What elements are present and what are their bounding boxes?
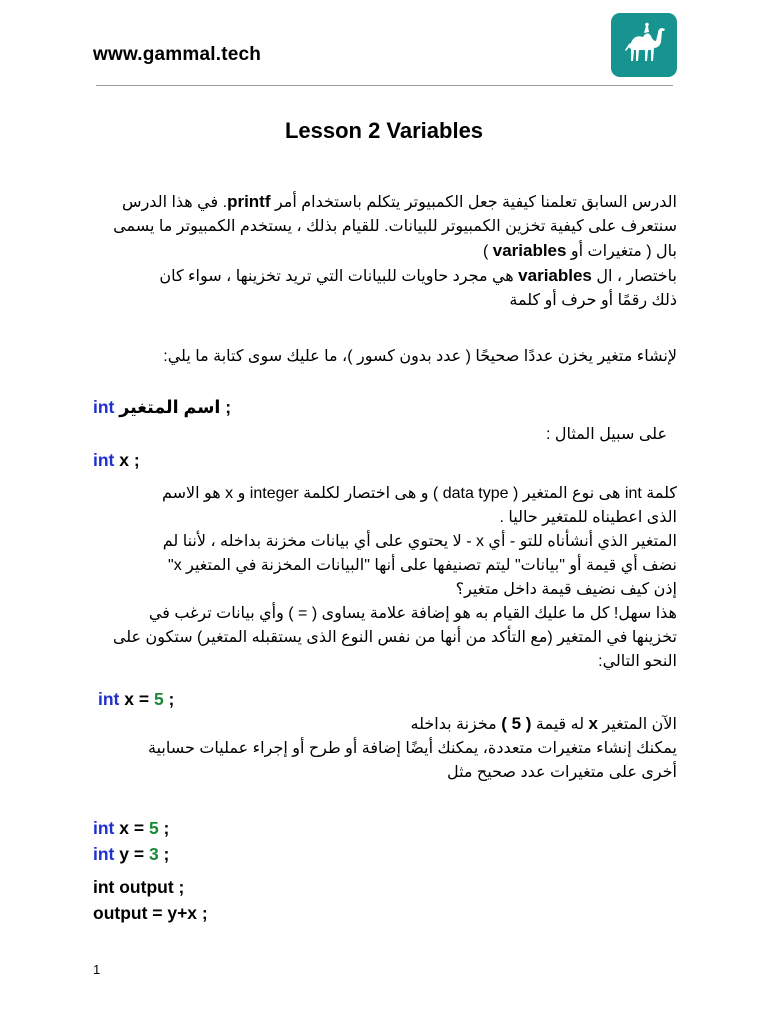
explanation-line-7: تخزينها في المتغير (مع التأكد من أنها من نفس النوع الذى يستقبله المتغير) ستكون على	[112, 629, 677, 646]
intro-line-1: الدرس السابق تعلمنا كيفية جعل الكمبيوتر يتكلم باستخدام أمر printf. في هذا الدرس	[122, 192, 677, 211]
explanation-paragraph	[93, 482, 677, 674]
after-assign-paragraph	[93, 712, 677, 785]
explanation-line-4: نضف أي قيمة أو "بيانات" ليتم تصنيفها على أنها "البيانات المخزنة في المتغير x"	[168, 557, 677, 574]
site-url[interactable]: www.gammal.tech	[93, 44, 262, 65]
header-divider	[96, 85, 673, 86]
code-line-2: int y = 3 ;	[93, 844, 170, 864]
create-int-sentence: لإنشاء متغير يخزن عددًا صحيحًا ( عدد بدون كسور )، ما عليك سوى كتابة ما يلي:	[163, 348, 677, 365]
intro-line-5: ذلك رقمًا أو حرف أو كلمة	[509, 292, 677, 309]
camel-icon	[618, 19, 670, 71]
camel-logo	[611, 13, 677, 77]
intro-line-3: بال ( متغيرات أو variables )	[482, 241, 677, 260]
lesson-title: Lesson 2 Variables	[284, 118, 484, 143]
code-line-1: int x = 5 ;	[93, 818, 170, 838]
intro-paragraph	[93, 190, 677, 313]
explanation-line-5: إذن كيف نضيف قيمة داخل متغير؟	[455, 581, 677, 598]
explanation-line-8: النحو التالي:	[598, 653, 677, 670]
after-assign-line-2: يمكنك إنشاء متغيرات متعددة، يمكنك أيضًا إضافة أو طرح أو إجراء عمليات حسابية	[148, 740, 677, 757]
explanation-line-2: الذى اعطيناه للمتغير حاليا .	[499, 509, 677, 526]
explanation-line-3: المتغير الذي أنشأناه للتو - أي x - لا يحتوي على أي بيانات مخزنة بداخله ، لأننا لم	[162, 533, 677, 550]
code-example-2: int x = 5 ;	[98, 689, 175, 709]
example-label: على سبيل المثال :	[545, 426, 667, 443]
code-line-3: int output ;	[93, 877, 185, 897]
code-line-4: output = y+x ;	[93, 903, 208, 923]
code-example-1: int x ;	[93, 450, 140, 470]
explanation-line-6: هذا سهل! كل ما عليك القيام به هو إضافة علامة يساوى ( = ) وأي بيانات ترغب في	[148, 605, 677, 622]
page-number: 1	[93, 962, 101, 977]
intro-line-4: باختصار ، ال variables هي مجرد حاويات للبيانات التي تريد تخزينها ، سواء كان	[159, 266, 677, 285]
syntax-line: int اسم المتغير ;	[93, 397, 232, 417]
after-assign-line-1: الآن المتغير x له قيمة ( 5 ) مخزنة بداخله	[410, 714, 677, 733]
after-assign-line-3: أخرى على متغيرات عدد صحيح مثل	[446, 764, 677, 781]
explanation-line-1: كلمة int هى نوع المتغير ( data type ) و هى اختصار لكلمة integer و x هو الاسم	[161, 485, 677, 502]
intro-line-2: سنتعرف على كيفية تخزين الكمبيوتر للبيانات. للقيام بذلك ، يستخدم الكمبيوتر ما يسمى	[113, 218, 677, 235]
